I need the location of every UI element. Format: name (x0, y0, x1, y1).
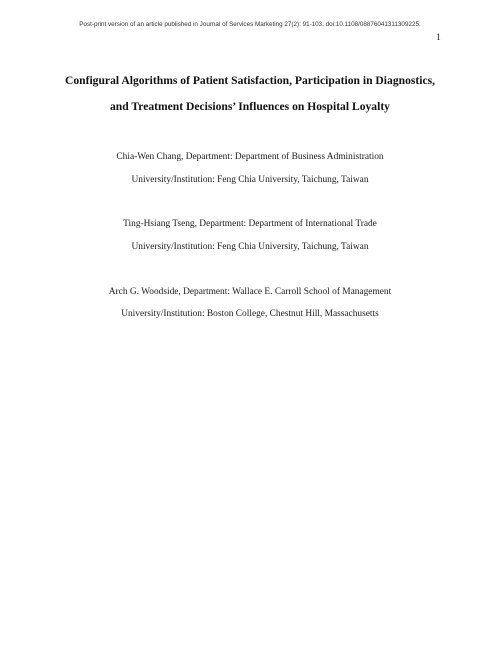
author-1-institution: University/Institution: Feng Chia University, Taichung, Taiwan (131, 175, 369, 185)
author-2-institution: University/Institution: Feng Chia University, Taichung, Taiwan (131, 242, 369, 252)
paper-title-line-2: and Treatment Decisions’ Influences on Hospital Loyalty (110, 100, 390, 113)
author-3-name-department: Arch G. Woodside, Department: Wallace E. Carroll School of Management (108, 287, 392, 297)
page-number: 1 (436, 33, 441, 43)
author-2-name-department: Ting-Hsiang Tseng, Department: Department of International Trade (123, 219, 377, 229)
author-1-name-department: Chia-Wen Chang, Department: Department of Business Administration (116, 152, 384, 162)
author-3-institution: University/Institution: Boston College, Chestnut Hill, Massachusetts (121, 309, 379, 319)
paper-title-line-1: Configural Algorithms of Patient Satisfaction, Participation in Diagnostics, (64, 74, 436, 87)
post-print-notice: Post-print version of an article published in Journal of Services Marketing 27(2): 91-103. doi:10.1108/08876041311309225. (79, 21, 421, 28)
